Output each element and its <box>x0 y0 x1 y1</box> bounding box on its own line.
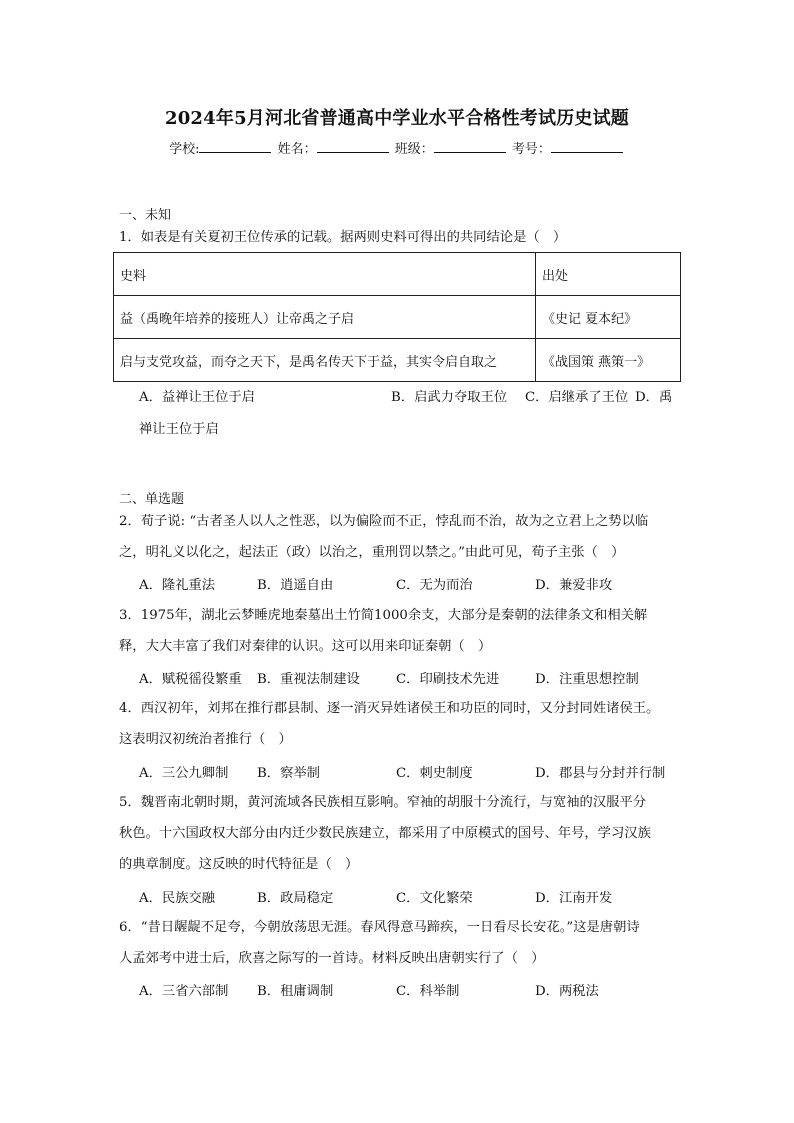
section-heading-single-choice: 二、单选题 <box>119 492 185 507</box>
table-header-cell: 史料 <box>114 253 536 296</box>
class-label: 班级： <box>394 142 434 157</box>
option-b: B．租庸调制 <box>257 984 334 999</box>
option-a: A．隆礼重法 <box>139 578 216 593</box>
question-2-line: 2．荀子说: “古者圣人以人之性恶，以为偏险而不正，悖乱而不治，故为之立君上之势以临 <box>119 514 649 529</box>
school-label: 学校: <box>169 142 200 157</box>
question-1-options-wrap: 禅让王位于启 <box>139 422 219 437</box>
question-4 <box>119 693 689 755</box>
name-label: 姓名： <box>277 142 317 157</box>
option-c: C．刺史制度 <box>396 766 473 781</box>
question-5 <box>119 787 689 880</box>
option-b: B．察举制 <box>257 766 320 781</box>
page-title: 2024年5月河北省普通高中学业水平合格性考试历史试题 <box>164 108 630 129</box>
question-1-stem: 1．如表是有关夏初王位传承的记载。据两则史料可得出的共同结论是（ ） <box>119 230 567 245</box>
option-a: A．民族交融 <box>139 891 216 906</box>
option-d: D．两税法 <box>535 984 599 999</box>
option-d: D．兼爱非攻 <box>535 578 613 593</box>
question-2-line: 之，明礼义以化之，起法正（政）以治之，重刑罚以禁之。”由此可见，荀子主张（ ） <box>119 545 625 560</box>
question-6-options <box>139 980 599 999</box>
option-a: A．赋税徭役繁重 <box>139 672 242 687</box>
option-b: B．逍遥自由 <box>257 578 334 593</box>
option-a: A．三省六部制 <box>139 984 229 999</box>
number-blank <box>551 140 623 153</box>
question-5-line: 的典章制度。这反映的时代特征是（ ） <box>119 857 359 872</box>
question-6-line: 6．“昔日龌龊不足夸，今朝放荡思无涯。春风得意马蹄疾，一日看尽长安花。”这是唐朝诗 <box>119 920 640 935</box>
question-3-options <box>139 668 639 687</box>
question-2 <box>119 506 689 568</box>
school-blank <box>199 140 271 153</box>
source-table <box>113 252 681 382</box>
option-c: C．科举制 <box>396 984 460 999</box>
question-3 <box>119 600 689 662</box>
table-cell: 启与支党攻益，而夺之天下，是禹名传天下于益，其实令启自取之 <box>114 339 536 382</box>
table-cell: 《史记 夏本纪》 <box>536 296 681 339</box>
option-c: C．印刷技术先进 <box>396 672 500 687</box>
option-c: C．文化繁荣 <box>396 891 473 906</box>
table-cell: 《战国策 燕策一》 <box>536 339 681 382</box>
option-b: B．启武力夺取王位 <box>391 390 508 405</box>
question-3-line: 释，大大丰富了我们对秦律的认识。这可以用来印证秦朝（ ） <box>119 639 492 654</box>
option-c: C．启继承了王位 <box>525 390 629 405</box>
option-b: B．重视法制建设 <box>257 672 360 687</box>
question-6-line: 人孟郊考中进士后，欣喜之际写的一首诗。材料反映出唐朝实行了（ ） <box>119 951 545 966</box>
question-4-line: 这表明汉初统治者推行（ ） <box>119 732 292 747</box>
section-heading-unknown: 一、未知 <box>119 208 172 223</box>
question-1-options <box>139 386 672 405</box>
question-4-line: 4．西汉初年，刘邦在推行郡县制、逐一消灭异姓诸侯王和功臣的同时，又分封同姓诸侯王。 <box>119 701 660 716</box>
question-4-options <box>139 762 665 781</box>
option-d: D．注重思想控制 <box>535 672 639 687</box>
class-blank <box>434 140 506 153</box>
table-header-cell: 出处 <box>536 253 681 296</box>
question-5-line: 5．魏晋南北朝时期，黄河流域各民族相互影响。窄袖的胡服十分流行，与宽袖的汉服平分 <box>119 795 647 810</box>
question-2-options <box>139 574 612 593</box>
option-b: B．政局稳定 <box>257 891 334 906</box>
table-row <box>114 339 681 382</box>
option-c: C．无为而治 <box>396 578 473 593</box>
student-info-line <box>0 138 794 157</box>
question-5-line: 秋色。十六国政权大部分由内迁少数民族建立，都采用了中原模式的国号、年号，学习汉族 <box>119 826 651 841</box>
question-5-options <box>139 887 612 906</box>
name-blank <box>317 140 389 153</box>
option-d: D．禹 <box>635 390 673 405</box>
table-header-row <box>114 253 681 296</box>
question-6 <box>119 912 689 974</box>
option-a: A．益禅让王位于启 <box>139 390 255 405</box>
option-d: D．郡县与分封并行制 <box>535 766 666 781</box>
table-row <box>114 296 681 339</box>
number-label: 考号： <box>511 142 551 157</box>
option-d: D．江南开发 <box>535 891 613 906</box>
question-3-line: 3．1975年，湖北云梦睡虎地秦墓出土竹简1000余支，大部分是秦朝的法律条文和相关解 <box>119 608 648 623</box>
table-cell: 益（禹晚年培养的接班人）让帝禹之子启 <box>114 296 536 339</box>
option-a: A．三公九卿制 <box>139 766 229 781</box>
